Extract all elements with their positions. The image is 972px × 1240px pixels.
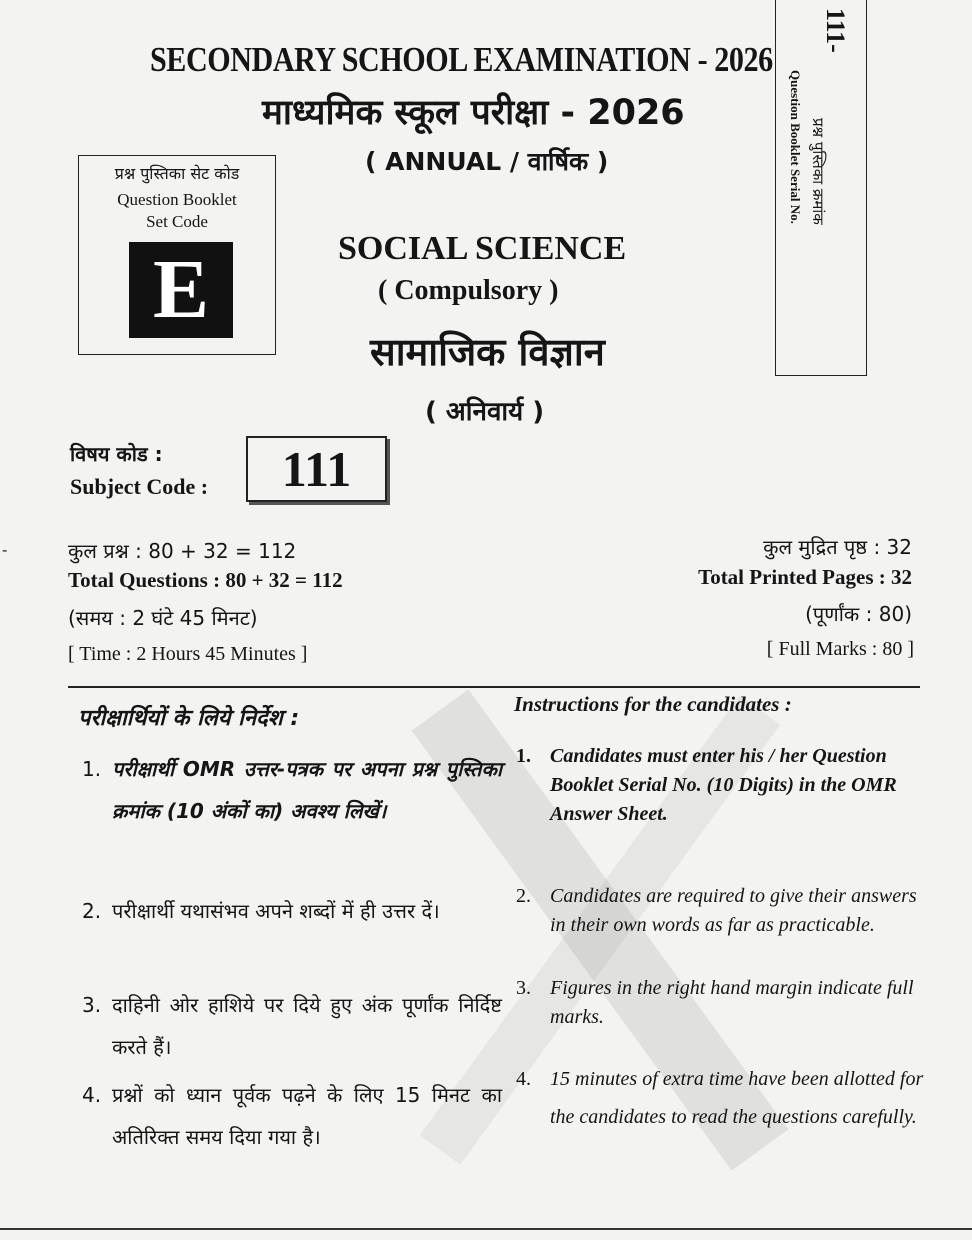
instructions-title-en: Instructions for the candidates :: [514, 692, 792, 716]
instruction-number: 3.: [82, 993, 102, 1017]
exam-title-en: SECONDARY SCHOOL EXAMINATION - 2026: [150, 40, 773, 79]
exam-annual-label: ( ANNUAL / वार्षिक ): [365, 147, 609, 176]
total-pages-hi: कुल मुद्रित पृष्ठ : 32: [763, 535, 912, 559]
time-hi: (समय : 2 घंटे 45 मिनट): [68, 606, 258, 630]
instruction-text: परीक्षार्थी OMR उत्तर-पत्रक पर अपना प्रश्न पुस्तिका क्रमांक (10 अंकों का) अवश्य लिखें।: [112, 757, 502, 823]
booklet-serial-label-hi: प्रश्न पुस्तिका क्रमांक: [809, 118, 827, 225]
instruction-hi-1: [82, 748, 502, 832]
instruction-en-1: [516, 742, 926, 829]
set-code-label-hi: प्रश्न पुस्तिका सेट कोड: [114, 164, 240, 183]
subject-code-label-hi: विषय कोड :: [70, 442, 163, 466]
booklet-serial-code: 111-: [821, 8, 850, 53]
total-questions-hi: कुल प्रश्न : 80 + 32 = 112: [68, 539, 297, 563]
subject-name-en: SOCIAL SCIENCE: [338, 230, 627, 267]
instruction-en-4: [516, 1060, 926, 1136]
instruction-text: परीक्षार्थी यथासंभव अपने शब्दों में ही उत्तर दें।: [112, 899, 440, 923]
exam-title-hi: माध्यमिक स्कूल परीक्षा - 2026: [262, 93, 685, 133]
full-marks-en: [ Full Marks : 80 ]: [766, 638, 914, 660]
instruction-en-3: [516, 974, 926, 1032]
subject-compulsory-hi: ( अनिवार्य ): [425, 397, 545, 427]
instruction-number: 3.: [516, 977, 531, 999]
subject-name-hi: सामाजिक विज्ञान: [370, 330, 605, 374]
set-code-label-en-line2: Set Code: [146, 212, 208, 231]
total-pages-en: Total Printed Pages : 32: [698, 565, 912, 589]
total-questions-en: Total Questions : 80 + 32 = 112: [68, 568, 343, 592]
subject-compulsory-en: ( Compulsory ): [378, 275, 559, 306]
instruction-number: 2.: [82, 899, 102, 923]
instructions-title-hi: परीक्षार्थियों के लिये निर्देश :: [78, 706, 300, 731]
instruction-number: 1.: [516, 745, 531, 767]
set-code-letter: E: [129, 242, 233, 338]
instruction-text: Candidates are required to give their answers in their own words as far as practicable.: [550, 885, 917, 936]
instruction-hi-3: [82, 984, 502, 1068]
instruction-text: Candidates must enter his / her Question Booklet Serial No. (10 Digits) in the OMR Answer Sheet.: [550, 745, 897, 825]
instruction-text: 15 minutes of extra time have been allotted for the candidates to read the questions carefully.: [550, 1068, 924, 1128]
subject-code-label-en: Subject Code :: [70, 474, 209, 499]
divider-line: [68, 686, 920, 688]
instruction-text: Figures in the right hand margin indicate full marks.: [550, 977, 914, 1028]
instruction-en-2: [516, 882, 926, 940]
set-code-label-en-line1: Question Booklet: [117, 190, 237, 209]
margin-dash: -: [2, 540, 8, 559]
instruction-number: 4.: [516, 1068, 531, 1090]
instruction-text: दाहिनी ओर हाशिये पर दिये हुए अंक पूर्णांक निर्दिष्ट करते हैं।: [112, 993, 502, 1059]
bottom-edge-line: [0, 1228, 972, 1230]
full-marks-hi: (पूर्णांक : 80): [805, 602, 912, 626]
booklet-serial-label-en: Question Booklet Serial No.: [788, 70, 803, 224]
instruction-number: 2.: [516, 885, 531, 907]
instruction-hi-2: [82, 890, 502, 932]
instruction-number: 1.: [82, 757, 102, 781]
subject-code-value: 111: [246, 436, 387, 502]
set-code-box: [78, 155, 276, 355]
instruction-hi-4: [82, 1074, 502, 1158]
instruction-number: 4.: [82, 1083, 102, 1107]
time-en: [ Time : 2 Hours 45 Minutes ]: [68, 643, 308, 665]
instruction-text: प्रश्नों को ध्यान पूर्वक पढ़ने के लिए 15 मिनट का अतिरिक्त समय दिया गया है।: [112, 1083, 502, 1149]
